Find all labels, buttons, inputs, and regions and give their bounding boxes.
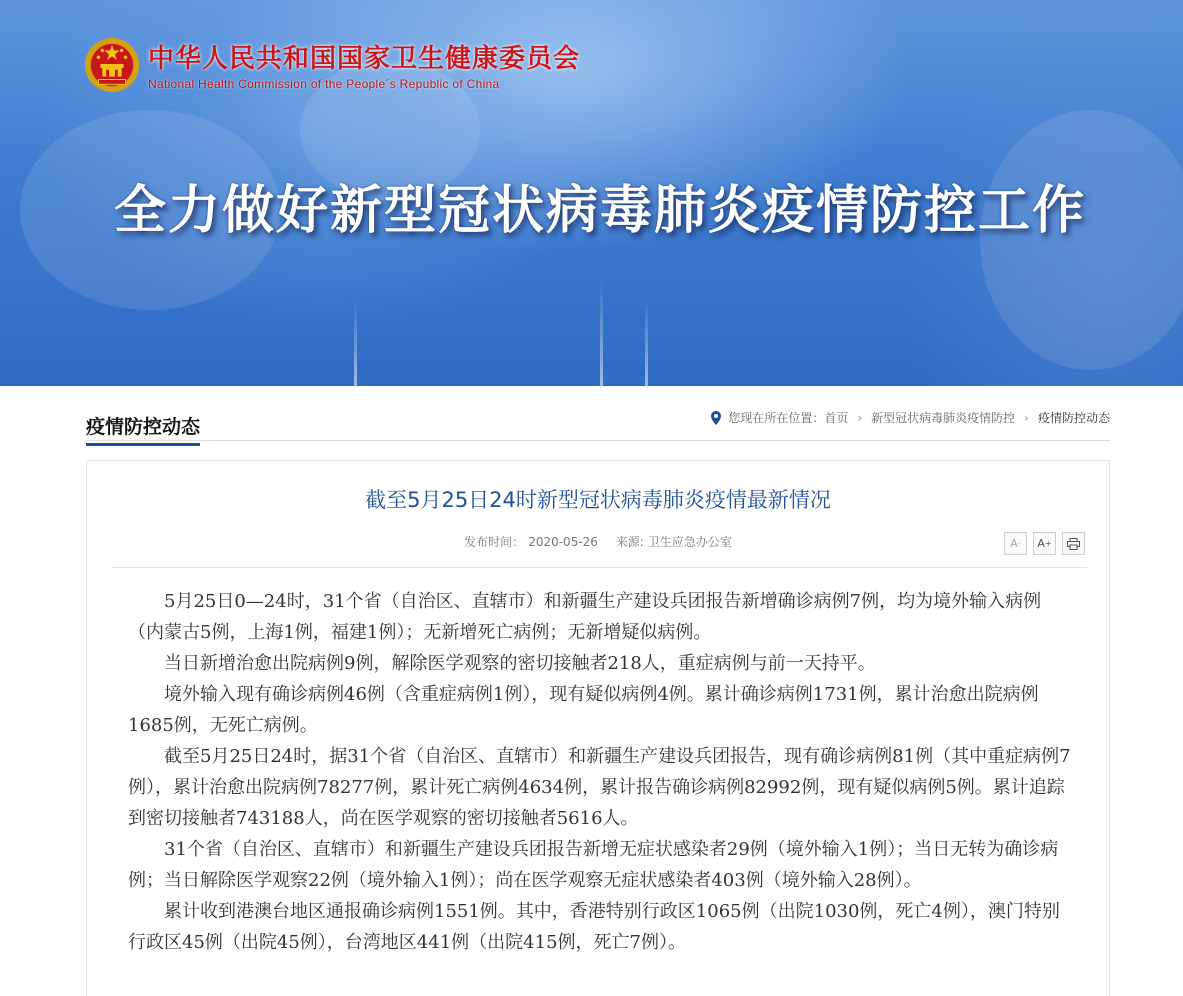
font-decrease-button[interactable]: A -	[1004, 532, 1027, 555]
section-title: 疫情防控动态	[86, 412, 200, 446]
article-paragraph: 当日新增治愈出院病例9例，解除医学观察的密切接触者218人，重症病例与前一天持平。	[164, 653, 876, 674]
article-paragraph: 31个省（自治区、直辖市）和新疆生产建设兵团报告新增无症状感染者29例（境外输入1例）；当日无转为确诊病例；当日解除医学观察22例（境外输入1例）；尚在医学观察无症状感染者403例（境外输入28例）。	[128, 839, 1059, 891]
printer-icon	[1067, 538, 1080, 550]
article-title: 截至5月25日24时新型冠状病毒肺炎疫情最新情况	[365, 488, 831, 512]
source-value: 卫生应急办公室	[647, 535, 732, 549]
breadcrumb	[711, 409, 1110, 426]
article-divider	[111, 567, 1087, 568]
banner-headline: 全力做好新型冠状病毒肺炎疫情防控工作	[113, 181, 1086, 241]
org-name-en[interactable]: National Health Commission of the People´s Republic of China	[148, 77, 500, 91]
publish-label: 发布时间：	[464, 535, 525, 549]
section-divider	[86, 440, 1110, 441]
location-pin-icon	[711, 411, 721, 425]
banner-decoration	[600, 280, 603, 386]
banner-decoration	[645, 300, 648, 386]
article-tools	[1004, 532, 1085, 555]
article-paragraph: 境外输入现有确诊病例46例（含重症病例1例），现有疑似病例4例。累计确诊病例1731例，累计治愈出院病例1685例，无死亡病例。	[128, 684, 1039, 736]
article-meta	[87, 533, 1109, 550]
source-label: 来源:	[615, 535, 644, 549]
chevron-right-icon: ›	[857, 410, 863, 425]
banner-decoration	[354, 300, 357, 386]
article-paragraph: 5月25日0—24时，31个省（自治区、直辖市）和新疆生产建设兵团报告新增确诊病例7例，均为境外输入病例（内蒙古5例，上海1例，福建1例）；无新增死亡病例；无新增疑似病例。	[128, 591, 1042, 643]
print-button[interactable]	[1062, 532, 1085, 555]
font-increase-label: A	[1037, 537, 1045, 550]
header-banner	[0, 0, 1183, 386]
breadcrumb-current-link[interactable]: 疫情防控动态	[1037, 411, 1110, 425]
article-card	[86, 460, 1110, 996]
org-name-cn[interactable]: 中华人民共和国国家卫生健康委员会	[148, 44, 581, 74]
chevron-right-icon: ›	[1024, 410, 1029, 425]
article-paragraph: 累计收到港澳台地区通报确诊病例1551例。其中，香港特别行政区1065例（出院1030例，死亡4例），澳门特别行政区45例（出院45例），台湾地区441例（出院415例，死亡7例）。	[128, 901, 1060, 953]
breadcrumb-home-link[interactable]: 首页	[824, 411, 849, 425]
article-body	[128, 586, 1076, 958]
breadcrumb-prefix: 您现在所在位置：	[728, 411, 825, 425]
publish-date: 2020-05-26	[528, 535, 598, 549]
font-increase-button[interactable]: A +	[1033, 532, 1056, 555]
article-paragraph: 截至5月25日24时，据31个省（自治区、直辖市）和新疆生产建设兵团报告，现有确诊病例81例（其中重症病例7例），累计治愈出院病例78277例，累计死亡病例4634例，累计报告确诊病例82992例，现有疑似病例5例。累计追踪到密切接触者743188人，尚在医学观察的密切接触者5616人。	[128, 746, 1071, 829]
breadcrumb-covid-link[interactable]: 新型冠状病毒肺炎疫情防控	[871, 411, 1016, 425]
font-decrease-label: A	[1010, 537, 1018, 550]
national-emblem-icon	[83, 36, 141, 94]
